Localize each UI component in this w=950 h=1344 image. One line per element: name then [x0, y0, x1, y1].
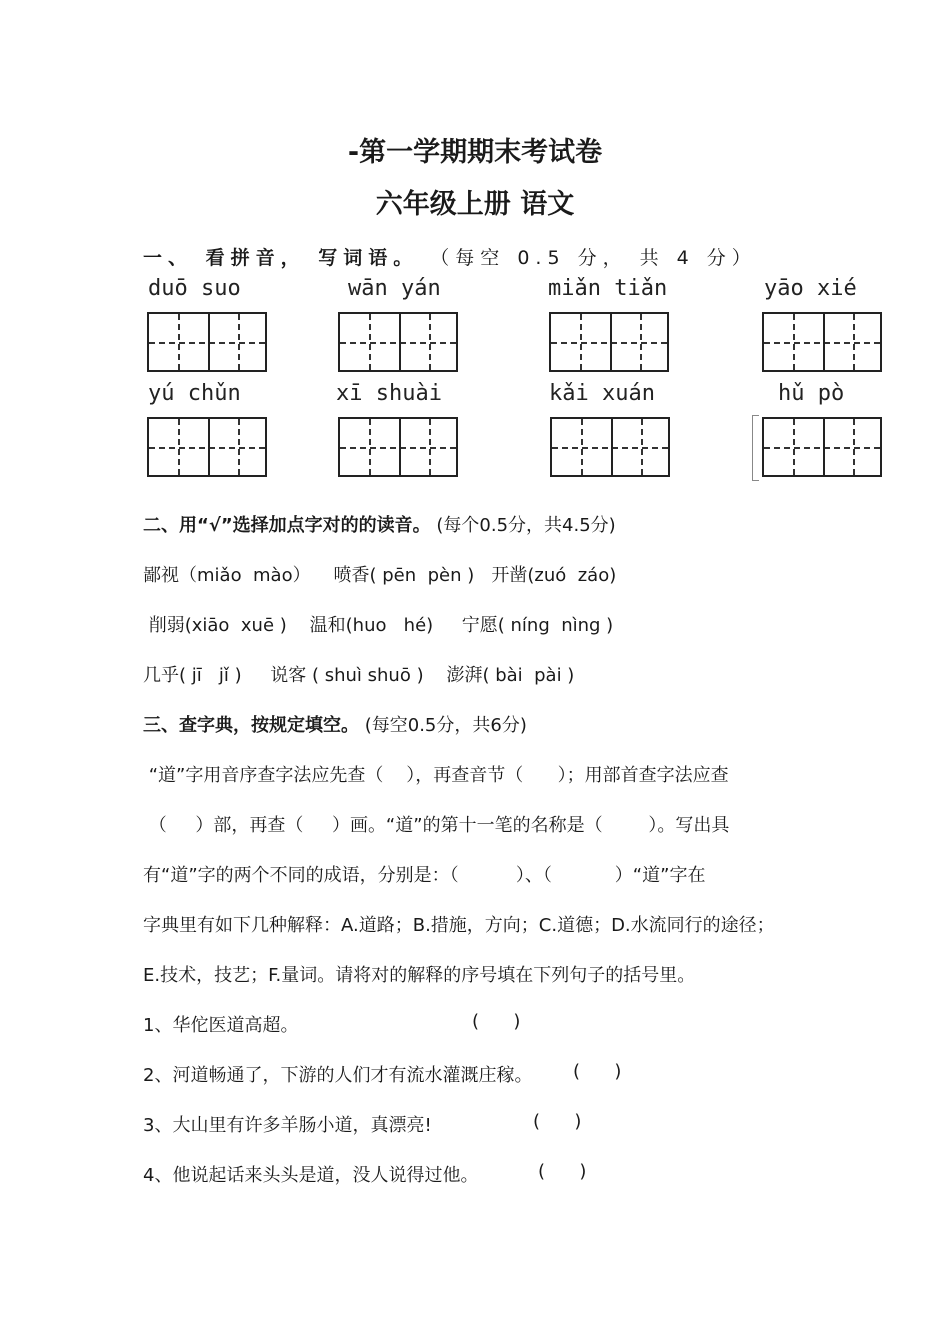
answer-blank[interactable]: ( ) — [538, 1161, 587, 1182]
pinyin-5: yú chǔn — [148, 381, 241, 406]
pinyin-7: kǎi xuán — [549, 381, 655, 406]
question-text: 4、他说起话来头头是道，没人说得过他。 — [143, 1165, 479, 1186]
section1-heading: 一、 看拼音， 写词语。 — [143, 247, 419, 269]
pinyin-4: yāo xié — [764, 276, 857, 301]
paragraph-line: （ ）部，再查（ ）画。“道”的第十一笔的名称是（ ）。写出具 — [143, 815, 730, 836]
section2-header — [143, 511, 616, 537]
writing-grid[interactable] — [147, 417, 267, 477]
pronunciation-row: 鄙视（miǎo mào） 喷香( pēn pèn ) 开凿(zuó záo) — [143, 565, 617, 586]
writing-grid[interactable] — [338, 312, 458, 372]
pinyin-1: duō suo — [148, 276, 241, 301]
section3-note: (每空0.5分，共6分) — [364, 715, 527, 736]
section1-note: （每空 0.5 分， 共 4 分） — [430, 247, 757, 269]
pinyin-3: miǎn tiǎn — [548, 276, 668, 301]
paragraph-line: “道”字用音序查字法应先查（ ），再查音节（ ）；用部首查字法应查 — [143, 765, 729, 786]
margin-bracket — [752, 415, 759, 481]
writing-grid[interactable] — [762, 417, 882, 477]
exam-title: -第一学期期末考试卷 — [347, 137, 603, 168]
pinyin-6: xī shuài — [336, 381, 442, 406]
exam-subtitle: 六年级上册 语文 — [375, 189, 575, 220]
pinyin-2: wān yán — [348, 276, 441, 301]
answer-blank[interactable]: ( ) — [472, 1011, 521, 1032]
question-text: 2、河道畅通了，下游的人们才有流水灌溉庄稼。 — [143, 1065, 533, 1086]
section3-header — [143, 711, 527, 737]
question-text: 3、大山里有许多羊肠小道，真漂亮! — [143, 1115, 432, 1136]
paragraph-line: 字典里有如下几种解释：A.道路；B.措施，方向；C.道德；D.水流同行的途径； — [143, 915, 775, 936]
pinyin-8: hǔ pò — [778, 381, 845, 406]
section3-heading: 三、查字典，按规定填空。 — [143, 715, 359, 736]
answer-blank[interactable]: ( ) — [533, 1111, 582, 1132]
writing-grid[interactable] — [550, 417, 670, 477]
paragraph-line: E.技术，技艺；F.量词。请将对的解释的序号填在下列句子的括号里。 — [143, 965, 696, 986]
section2-note: (每个0.5分，共4.5分) — [436, 515, 616, 536]
paragraph-line: 有“道”字的两个不同的成语，分别是：（ ）、（ ）“道”字在 — [143, 865, 706, 886]
section2-heading: 二、用“√”选择加点字对的的读音。 — [143, 515, 431, 536]
pronunciation-row: 削弱(xiāo xuē ) 温和(huo hé) 宁愿( níng nìng ) — [143, 615, 614, 636]
writing-grid[interactable] — [549, 312, 669, 372]
question-text: 1、华佗医道高超。 — [143, 1015, 299, 1036]
section1-header — [143, 243, 757, 270]
writing-grid[interactable] — [762, 312, 882, 372]
writing-grid[interactable] — [338, 417, 458, 477]
answer-blank[interactable]: ( ) — [573, 1061, 622, 1082]
writing-grid[interactable] — [147, 312, 267, 372]
pronunciation-row: 几乎( jī jǐ ) 说客 ( shuì shuō ) 澎湃( bài pài ) — [143, 665, 575, 686]
